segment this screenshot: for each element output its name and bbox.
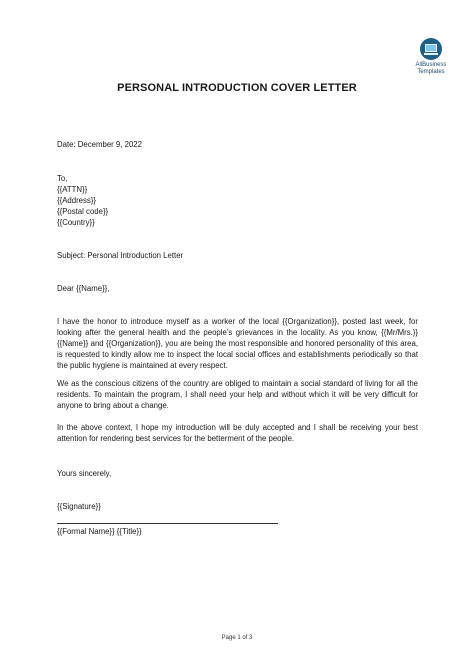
salutation: Dear {{Name}}, bbox=[57, 284, 110, 293]
closing: Yours sincerely, bbox=[57, 469, 112, 478]
recipient-attn: {{ATTN}} bbox=[57, 185, 88, 194]
signature-line bbox=[57, 523, 278, 524]
recipient-address: {{Address}} bbox=[57, 196, 97, 205]
signature-placeholder: {{Signature}} bbox=[57, 502, 101, 511]
date-line: Date: December 9, 2022 bbox=[57, 140, 142, 149]
laptop-icon bbox=[420, 38, 442, 60]
letter-title: PERSONAL INTRODUCTION COVER LETTER bbox=[117, 82, 357, 94]
body-paragraph-1: I have the honor to introduce myself as a worker of the local {{Organization}}, posted last week, for looking after the general health and the people’s grievances in the locality. As you know, {{Mr/Mrs.}} {{Name}} and {{Organization}}, you are being the most responsible and honored personality of this area, is requested to kindly allow me to inspect the local social offices and establishments periodically so that the public hygiene is maintained at every respect. bbox=[57, 317, 418, 370]
body-paragraph-3: In the above context, I hope my introduction will be duly accepted and I shall be receiving your best attention for rendering best services for the betterment of the people. bbox=[57, 423, 418, 443]
logo-line-1: AllBusiness bbox=[415, 62, 447, 68]
body-paragraph-2: We as the conscious citizens of the country are obliged to maintain a social standard of living for all the residents. To maintain the program, I shall need your help and without which it will be very difficult for anyone to bring about a change. bbox=[57, 379, 418, 410]
formal-name-title: {{Formal Name}} {{Title}} bbox=[57, 527, 142, 536]
to-line: To, bbox=[57, 174, 68, 183]
allbusiness-logo bbox=[412, 38, 450, 76]
logo-line-2: Templates bbox=[417, 69, 445, 75]
recipient-postal-code: {{Postal code}} bbox=[57, 207, 109, 216]
page-number: Page 1 of 3 bbox=[221, 635, 253, 641]
subject-line: Subject: Personal Introduction Letter bbox=[57, 251, 184, 260]
recipient-country: {{Country}} bbox=[57, 218, 95, 227]
logo-text bbox=[412, 62, 450, 76]
